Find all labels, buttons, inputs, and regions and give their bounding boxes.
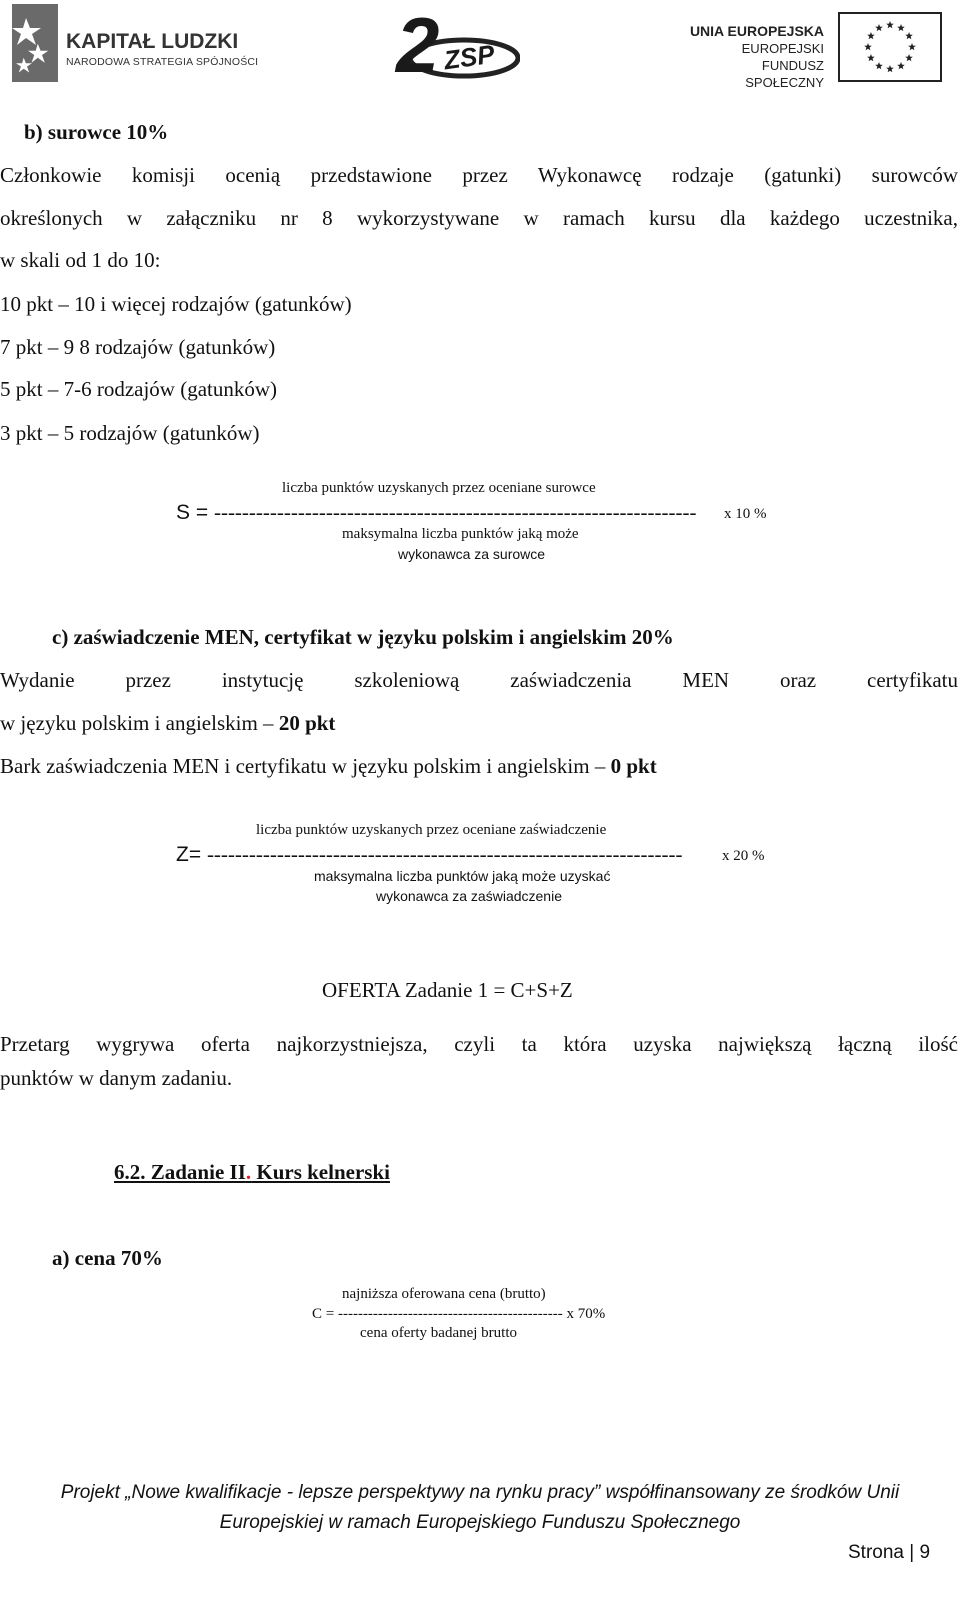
scale-item: 3 pkt – 5 rodzajów (gatunków) bbox=[0, 421, 260, 445]
section-6-2-dot: . bbox=[245, 1160, 252, 1184]
zsp-number: 2 bbox=[396, 1, 440, 89]
section-c-paragraph-2-text: Bark zaświadczenia MEN i certyfikatu w języku polskim i angielskim – bbox=[0, 754, 611, 778]
formula-s-numerator: liczba punktów uzyskanych przez oceniane surowce bbox=[282, 480, 596, 496]
formula-s-lhs: S = bbox=[176, 501, 214, 524]
section-c-paragraph-1-text: w języku polskim i angielskim – bbox=[0, 711, 279, 735]
kapital-ludzki-title: KAPITAŁ LUDZKI bbox=[66, 30, 239, 53]
footer-line-1: Projekt „Nowe kwalifikacje - lepsze perspektywy na rynku pracy” współfinansowany ze środków Unii bbox=[60, 1482, 900, 1503]
section-c-paragraph-2 bbox=[0, 752, 657, 780]
formula-s-dashes: --------------------------------------------------------------------- bbox=[213, 500, 697, 524]
section-b-paragraph-line-1: Członkowie komisji ocenią przedstawione przez Wykonawcę rodzaje (gatunki) surowców bbox=[0, 163, 958, 187]
formula-z-dashes: -------------------------------------------------------------------- bbox=[206, 842, 683, 866]
section-c-paragraph-1-line-2 bbox=[0, 709, 335, 737]
eu-logo-text bbox=[684, 22, 824, 91]
section-6-2-number: 6.2. Zadanie II bbox=[114, 1160, 246, 1184]
formula-z-numerator: liczba punktów uzyskanych przez oceniane zaświadczenie bbox=[256, 822, 607, 838]
section-b-heading: b) surowce 10% bbox=[24, 120, 169, 144]
formula-s-multiplier: x 10 % bbox=[724, 506, 767, 522]
formula-c-denominator: cena oferty badanej brutto bbox=[360, 1325, 518, 1341]
formula-s-denominator-2: wykonawca za surowce bbox=[398, 546, 546, 562]
formula-c-line: C = --------------------------------------------- x 70% bbox=[312, 1306, 606, 1322]
offer-paragraph-line-1: Przetarg wygrywa oferta najkorzystniejsza, czyli ta która uzyska największą łączną ilość bbox=[0, 1032, 958, 1056]
zsp-logo bbox=[388, 1, 520, 89]
section-c-paragraph-2-points: 0 pkt bbox=[610, 754, 657, 778]
formula-c-numerator: najniższa oferowana cena (brutto) bbox=[342, 1286, 546, 1302]
eu-line-3: FUNDUSZ SPOŁECZNY bbox=[745, 58, 824, 90]
eu-line-1: UNIA EUROPEJSKA bbox=[689, 23, 824, 39]
section-6-2-subheading: a) cena 70% bbox=[52, 1246, 163, 1270]
section-b-paragraph-line-2: określonych w załączniku nr 8 wykorzystywane w ramach kursu dla każdego uczestnika, bbox=[0, 206, 958, 230]
eu-flag-icon bbox=[838, 12, 942, 82]
formula-z-lhs: Z= bbox=[176, 843, 207, 866]
section-c-paragraph-1-line-1: Wydanie przez instytucję szkoleniową zaświadczenia MEN oraz certyfikatu bbox=[0, 668, 958, 692]
section-6-2-title: Kurs kelnerski bbox=[251, 1160, 390, 1184]
formula-z-line bbox=[176, 842, 682, 867]
offer-formula: OFERTA Zadanie 1 = C+S+Z bbox=[322, 978, 573, 1002]
section-c-paragraph-1-points: 20 pkt bbox=[278, 711, 336, 735]
offer-paragraph-line-2: punktów w danym zadaniu. bbox=[0, 1066, 233, 1090]
formula-s-line bbox=[176, 500, 696, 525]
formula-s-denominator-1: maksymalna liczba punktów jaką może bbox=[342, 526, 579, 542]
formula-z-multiplier: x 20 % bbox=[722, 848, 765, 864]
section-6-2-heading bbox=[114, 1160, 390, 1185]
scale-item: 5 pkt – 7-6 rodzajów (gatunków) bbox=[0, 377, 278, 401]
eu-line-2: EUROPEJSKI bbox=[741, 41, 824, 56]
kapital-ludzki-logo bbox=[8, 4, 258, 86]
kapital-ludzki-subtitle: NARODOWA STRATEGIA SPÓJNOŚCI bbox=[66, 56, 259, 68]
section-b-paragraph-line-3: w skali od 1 do 10: bbox=[0, 248, 161, 272]
formula-z-denominator-2: wykonawca za zaświadczenie bbox=[376, 888, 562, 904]
footer-line-2: Europejskiej w ramach Europejskiego Funduszu Społecznego bbox=[219, 1512, 741, 1533]
scale-item: 10 pkt – 10 i więcej rodzajów (gatunków) bbox=[0, 292, 352, 316]
page-number: Strona | 9 bbox=[848, 1542, 931, 1563]
zsp-text: ZSP bbox=[442, 38, 497, 76]
section-c-heading: c) zaświadczenie MEN, certyfikat w języku polskim i angielskim 20% bbox=[52, 625, 674, 649]
formula-z-denominator-1: maksymalna liczba punktów jaką może uzyskać bbox=[314, 868, 611, 884]
scale-item: 7 pkt – 9 8 rodzajów (gatunków) bbox=[0, 335, 276, 359]
